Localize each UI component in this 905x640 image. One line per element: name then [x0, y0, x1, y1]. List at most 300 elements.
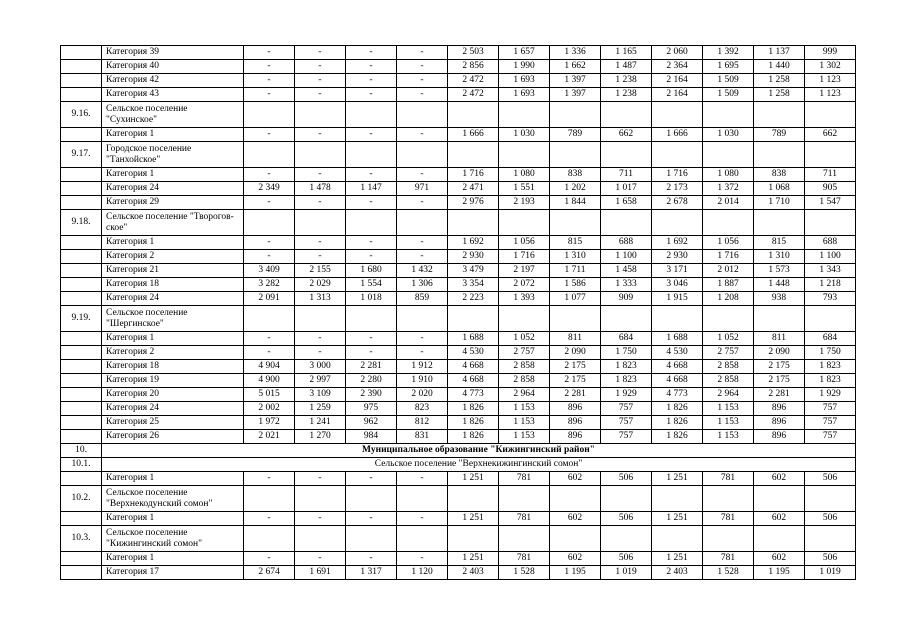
category-label: Категория 2 — [102, 250, 244, 264]
value-cell: 838 — [550, 168, 601, 182]
empty-cell — [397, 102, 448, 128]
row-number — [61, 182, 102, 196]
value-cell: 3 282 — [244, 278, 295, 292]
value-cell: 812 — [397, 416, 448, 430]
value-cell: 2 858 — [703, 360, 754, 374]
value-cell: 1 750 — [805, 346, 856, 360]
value-cell: 1 153 — [703, 402, 754, 416]
value-cell: 2 091 — [244, 292, 295, 306]
table-row — [61, 346, 856, 360]
value-cell: 688 — [601, 236, 652, 250]
row-number — [61, 236, 102, 250]
value-cell: 602 — [754, 552, 805, 566]
value-cell: - — [346, 60, 397, 74]
empty-cell — [805, 142, 856, 168]
value-cell: 2 930 — [652, 250, 703, 264]
table-row — [61, 292, 856, 306]
table-row — [61, 46, 856, 60]
empty-cell — [703, 102, 754, 128]
settlement-name: Городское поселение "Танхойское" — [102, 142, 244, 168]
value-cell: 2 364 — [652, 60, 703, 74]
settlement-heading: Сельское поселение "Верхнекижингинский сомон" — [102, 458, 856, 472]
settlement-name: Сельское поселение "Кижингинский сомон" — [102, 526, 244, 552]
row-number — [61, 128, 102, 142]
value-cell: 1 052 — [703, 332, 754, 346]
value-cell: 1 826 — [448, 416, 499, 430]
value-cell: 2 930 — [448, 250, 499, 264]
value-cell: 1 887 — [703, 278, 754, 292]
value-cell: - — [397, 512, 448, 526]
value-cell: 1 750 — [601, 346, 652, 360]
row-number: 9.18. — [61, 210, 102, 236]
empty-cell — [550, 210, 601, 236]
value-cell: 896 — [550, 402, 601, 416]
settlement-name: Сельское поселение "Верхнекодунский сомон" — [102, 486, 244, 512]
value-cell: - — [244, 88, 295, 102]
table-row — [61, 374, 856, 388]
empty-cell — [499, 142, 550, 168]
settlement-name: Сельское поселение "Твороговское" — [102, 210, 244, 236]
value-cell: 1 658 — [601, 196, 652, 210]
value-cell: 1 017 — [601, 182, 652, 196]
value-cell: - — [244, 236, 295, 250]
value-cell: 1 716 — [499, 250, 550, 264]
value-cell: - — [397, 196, 448, 210]
category-label: Категория 25 — [102, 416, 244, 430]
value-cell: 4 668 — [448, 360, 499, 374]
value-cell: 1 657 — [499, 46, 550, 60]
category-label: Категория 18 — [102, 360, 244, 374]
table-row — [61, 444, 856, 458]
value-cell: 793 — [805, 292, 856, 306]
value-cell: - — [244, 168, 295, 182]
value-cell: 4 668 — [652, 374, 703, 388]
value-cell: 2 964 — [703, 388, 754, 402]
empty-cell — [805, 486, 856, 512]
empty-cell — [244, 306, 295, 332]
category-label: Категория 20 — [102, 388, 244, 402]
value-cell: 1 432 — [397, 264, 448, 278]
value-cell: 909 — [601, 292, 652, 306]
value-cell: 815 — [550, 236, 601, 250]
empty-cell — [652, 102, 703, 128]
row-number: 10.3. — [61, 526, 102, 552]
value-cell: 838 — [754, 168, 805, 182]
value-cell: 4 668 — [652, 360, 703, 374]
value-cell: 684 — [805, 332, 856, 346]
value-cell: 2 976 — [448, 196, 499, 210]
value-cell: 1 030 — [703, 128, 754, 142]
value-cell: 1 551 — [499, 182, 550, 196]
row-number — [61, 512, 102, 526]
value-cell: 1 929 — [805, 388, 856, 402]
value-cell: 2 021 — [244, 430, 295, 444]
value-cell: 1 397 — [550, 74, 601, 88]
row-number: 9.17. — [61, 142, 102, 168]
value-cell: 1 258 — [754, 88, 805, 102]
empty-cell — [754, 306, 805, 332]
row-number — [61, 430, 102, 444]
value-cell: 1 528 — [703, 566, 754, 580]
row-number — [61, 46, 102, 60]
empty-cell — [601, 142, 652, 168]
value-cell: 1 343 — [805, 264, 856, 278]
value-cell: 1 823 — [805, 374, 856, 388]
empty-cell — [244, 526, 295, 552]
value-cell: 789 — [550, 128, 601, 142]
value-cell: 1 693 — [499, 88, 550, 102]
value-cell: 1 056 — [499, 236, 550, 250]
value-cell: 2 858 — [703, 374, 754, 388]
value-cell: 2 090 — [754, 346, 805, 360]
empty-cell — [295, 102, 346, 128]
value-cell: 2 281 — [754, 388, 805, 402]
value-cell: 859 — [397, 292, 448, 306]
empty-cell — [346, 210, 397, 236]
row-number — [61, 264, 102, 278]
row-number — [61, 374, 102, 388]
category-label: Категория 24 — [102, 402, 244, 416]
empty-cell — [346, 306, 397, 332]
value-cell: 2 472 — [448, 88, 499, 102]
empty-cell — [601, 526, 652, 552]
value-cell: 1 153 — [703, 416, 754, 430]
value-cell: - — [244, 512, 295, 526]
value-cell: - — [295, 236, 346, 250]
table-row — [61, 88, 856, 102]
category-label: Категория 1 — [102, 332, 244, 346]
value-cell: 1 692 — [652, 236, 703, 250]
value-cell: 1 823 — [601, 374, 652, 388]
value-cell: 757 — [805, 402, 856, 416]
table-row — [61, 416, 856, 430]
empty-cell — [244, 142, 295, 168]
value-cell: 3 046 — [652, 278, 703, 292]
value-cell: 1 137 — [754, 46, 805, 60]
empty-cell — [601, 210, 652, 236]
value-cell: 938 — [754, 292, 805, 306]
empty-cell — [703, 142, 754, 168]
empty-cell — [397, 486, 448, 512]
table-row — [61, 142, 856, 168]
row-number — [61, 416, 102, 430]
value-cell: 1 826 — [448, 402, 499, 416]
value-cell: 506 — [601, 472, 652, 486]
value-cell: 5 015 — [244, 388, 295, 402]
value-cell: 2 471 — [448, 182, 499, 196]
value-cell: 823 — [397, 402, 448, 416]
value-cell: 3 000 — [295, 360, 346, 374]
value-cell: 2 678 — [652, 196, 703, 210]
value-cell: 2 403 — [448, 566, 499, 580]
value-cell: 1 306 — [397, 278, 448, 292]
value-cell: 896 — [550, 430, 601, 444]
value-cell: 1 823 — [805, 360, 856, 374]
value-cell: - — [397, 88, 448, 102]
empty-cell — [754, 102, 805, 128]
value-cell: 999 — [805, 46, 856, 60]
empty-cell — [652, 486, 703, 512]
value-cell: 1 120 — [397, 566, 448, 580]
empty-cell — [499, 486, 550, 512]
value-cell: 711 — [805, 168, 856, 182]
value-cell: 662 — [805, 128, 856, 142]
value-cell: 1 336 — [550, 46, 601, 60]
category-label: Категория 42 — [102, 74, 244, 88]
value-cell: 3 409 — [244, 264, 295, 278]
value-cell: 2 281 — [550, 388, 601, 402]
value-cell: 781 — [499, 512, 550, 526]
empty-cell — [295, 526, 346, 552]
empty-cell — [244, 486, 295, 512]
empty-cell — [346, 486, 397, 512]
value-cell: 1 458 — [601, 264, 652, 278]
empty-cell — [754, 526, 805, 552]
value-cell: - — [346, 250, 397, 264]
empty-cell — [754, 142, 805, 168]
value-cell: - — [295, 552, 346, 566]
value-cell: 1 251 — [448, 552, 499, 566]
value-cell: 2 193 — [499, 196, 550, 210]
value-cell: 1 080 — [499, 168, 550, 182]
category-label: Категория 21 — [102, 264, 244, 278]
table-row — [61, 210, 856, 236]
value-cell: 1 019 — [601, 566, 652, 580]
value-cell: 3 109 — [295, 388, 346, 402]
row-number: 10. — [61, 444, 102, 458]
empty-cell — [754, 210, 805, 236]
value-cell: 1 716 — [448, 168, 499, 182]
empty-cell — [550, 102, 601, 128]
value-cell: 1 716 — [703, 250, 754, 264]
value-cell: 831 — [397, 430, 448, 444]
row-number — [61, 250, 102, 264]
value-cell: - — [244, 346, 295, 360]
empty-cell — [652, 210, 703, 236]
category-label: Категория 1 — [102, 552, 244, 566]
value-cell: 4 900 — [244, 374, 295, 388]
value-cell: 1 153 — [499, 416, 550, 430]
value-cell: 506 — [805, 472, 856, 486]
table-row — [61, 402, 856, 416]
value-cell: 2 155 — [295, 264, 346, 278]
value-cell: 1 153 — [499, 430, 550, 444]
value-cell: 506 — [805, 552, 856, 566]
value-cell: 781 — [703, 472, 754, 486]
value-cell: 1 241 — [295, 416, 346, 430]
category-label: Категория 24 — [102, 292, 244, 306]
value-cell: 2 856 — [448, 60, 499, 74]
value-cell: 789 — [754, 128, 805, 142]
value-cell: 1 695 — [703, 60, 754, 74]
value-cell: 1 528 — [499, 566, 550, 580]
value-cell: - — [346, 346, 397, 360]
value-cell: 1 019 — [805, 566, 856, 580]
value-cell: - — [244, 196, 295, 210]
value-cell: 1 238 — [601, 74, 652, 88]
value-cell: - — [244, 74, 295, 88]
empty-cell — [346, 142, 397, 168]
value-cell: - — [397, 128, 448, 142]
value-cell: 975 — [346, 402, 397, 416]
empty-cell — [601, 306, 652, 332]
value-cell: 1 826 — [652, 416, 703, 430]
value-cell: 1 251 — [652, 552, 703, 566]
row-number — [61, 472, 102, 486]
value-cell: 711 — [601, 168, 652, 182]
value-cell: 1 270 — [295, 430, 346, 444]
table-row — [61, 102, 856, 128]
empty-cell — [448, 102, 499, 128]
value-cell: 1 912 — [397, 360, 448, 374]
empty-cell — [601, 486, 652, 512]
value-cell: 1 711 — [550, 264, 601, 278]
value-cell: 1 487 — [601, 60, 652, 74]
value-cell: 1 302 — [805, 60, 856, 74]
empty-cell — [703, 486, 754, 512]
empty-cell — [550, 486, 601, 512]
value-cell: - — [397, 472, 448, 486]
value-cell: 1 823 — [601, 360, 652, 374]
tariff-table — [60, 45, 856, 580]
category-label: Категория 26 — [102, 430, 244, 444]
value-cell: 1 202 — [550, 182, 601, 196]
row-number — [61, 60, 102, 74]
value-cell: 1 153 — [703, 430, 754, 444]
value-cell: 1 251 — [652, 472, 703, 486]
value-cell: 1 258 — [754, 74, 805, 88]
value-cell: 1 251 — [652, 512, 703, 526]
row-number: 10.1. — [61, 458, 102, 472]
empty-cell — [448, 210, 499, 236]
value-cell: 1 844 — [550, 196, 601, 210]
value-cell: 1 153 — [499, 402, 550, 416]
value-cell: 1 693 — [499, 74, 550, 88]
category-label: Категория 1 — [102, 512, 244, 526]
settlement-name: Сельское поселение "Сухинское" — [102, 102, 244, 128]
row-number — [61, 552, 102, 566]
value-cell: 1 238 — [601, 88, 652, 102]
value-cell: - — [244, 250, 295, 264]
value-cell: - — [346, 46, 397, 60]
value-cell: 905 — [805, 182, 856, 196]
value-cell: 781 — [703, 552, 754, 566]
value-cell: - — [397, 552, 448, 566]
value-cell: 1 448 — [754, 278, 805, 292]
value-cell: - — [397, 250, 448, 264]
value-cell: 1 397 — [550, 88, 601, 102]
value-cell: 2 164 — [652, 88, 703, 102]
empty-cell — [346, 102, 397, 128]
value-cell: 2 072 — [499, 278, 550, 292]
value-cell: 2 281 — [346, 360, 397, 374]
value-cell: 1 218 — [805, 278, 856, 292]
value-cell: 815 — [754, 236, 805, 250]
value-cell: 2 858 — [499, 360, 550, 374]
value-cell: - — [295, 128, 346, 142]
value-cell: - — [244, 46, 295, 60]
value-cell: 2 997 — [295, 374, 346, 388]
table-row — [61, 566, 856, 580]
value-cell: - — [346, 472, 397, 486]
value-cell: 1 586 — [550, 278, 601, 292]
value-cell: 1 251 — [448, 472, 499, 486]
value-cell: 1 080 — [703, 168, 754, 182]
value-cell: - — [346, 196, 397, 210]
value-cell: 1 826 — [652, 430, 703, 444]
empty-cell — [652, 306, 703, 332]
table-row — [61, 472, 856, 486]
table-row — [61, 74, 856, 88]
table-body — [61, 46, 856, 580]
empty-cell — [499, 210, 550, 236]
value-cell: 1 666 — [448, 128, 499, 142]
value-cell: - — [295, 196, 346, 210]
row-number — [61, 292, 102, 306]
value-cell: - — [346, 332, 397, 346]
value-cell: 896 — [754, 416, 805, 430]
empty-cell — [499, 306, 550, 332]
value-cell: 1 929 — [601, 388, 652, 402]
value-cell: - — [346, 236, 397, 250]
value-cell: 896 — [754, 430, 805, 444]
value-cell: - — [295, 74, 346, 88]
row-number — [61, 196, 102, 210]
value-cell: - — [346, 512, 397, 526]
value-cell: 1 826 — [448, 430, 499, 444]
empty-cell — [397, 526, 448, 552]
row-number — [61, 332, 102, 346]
value-cell: 3 479 — [448, 264, 499, 278]
empty-cell — [397, 142, 448, 168]
value-cell: 757 — [601, 416, 652, 430]
value-cell: 1 547 — [805, 196, 856, 210]
value-cell: 1 030 — [499, 128, 550, 142]
value-cell: - — [346, 168, 397, 182]
empty-cell — [499, 526, 550, 552]
value-cell: 4 530 — [448, 346, 499, 360]
value-cell: 4 668 — [448, 374, 499, 388]
row-number — [61, 346, 102, 360]
empty-cell — [397, 306, 448, 332]
category-label: Категория 19 — [102, 374, 244, 388]
value-cell: 1 100 — [805, 250, 856, 264]
table-row — [61, 306, 856, 332]
table-row — [61, 388, 856, 402]
value-cell: 506 — [601, 552, 652, 566]
table-row — [61, 430, 856, 444]
table-row — [61, 168, 856, 182]
empty-cell — [805, 526, 856, 552]
empty-cell — [295, 306, 346, 332]
value-cell: 2 503 — [448, 46, 499, 60]
empty-cell — [295, 142, 346, 168]
municipality-heading: Муниципальное образование "Кижингинский район" — [102, 444, 856, 458]
value-cell: 684 — [601, 332, 652, 346]
empty-cell — [448, 526, 499, 552]
value-cell: 1 310 — [550, 250, 601, 264]
value-cell: 811 — [754, 332, 805, 346]
value-cell: - — [295, 88, 346, 102]
value-cell: - — [397, 74, 448, 88]
value-cell: 2 472 — [448, 74, 499, 88]
empty-cell — [703, 210, 754, 236]
value-cell: 1 310 — [754, 250, 805, 264]
category-label: Категория 43 — [102, 88, 244, 102]
value-cell: 602 — [550, 512, 601, 526]
value-cell: - — [244, 552, 295, 566]
value-cell: 1 077 — [550, 292, 601, 306]
